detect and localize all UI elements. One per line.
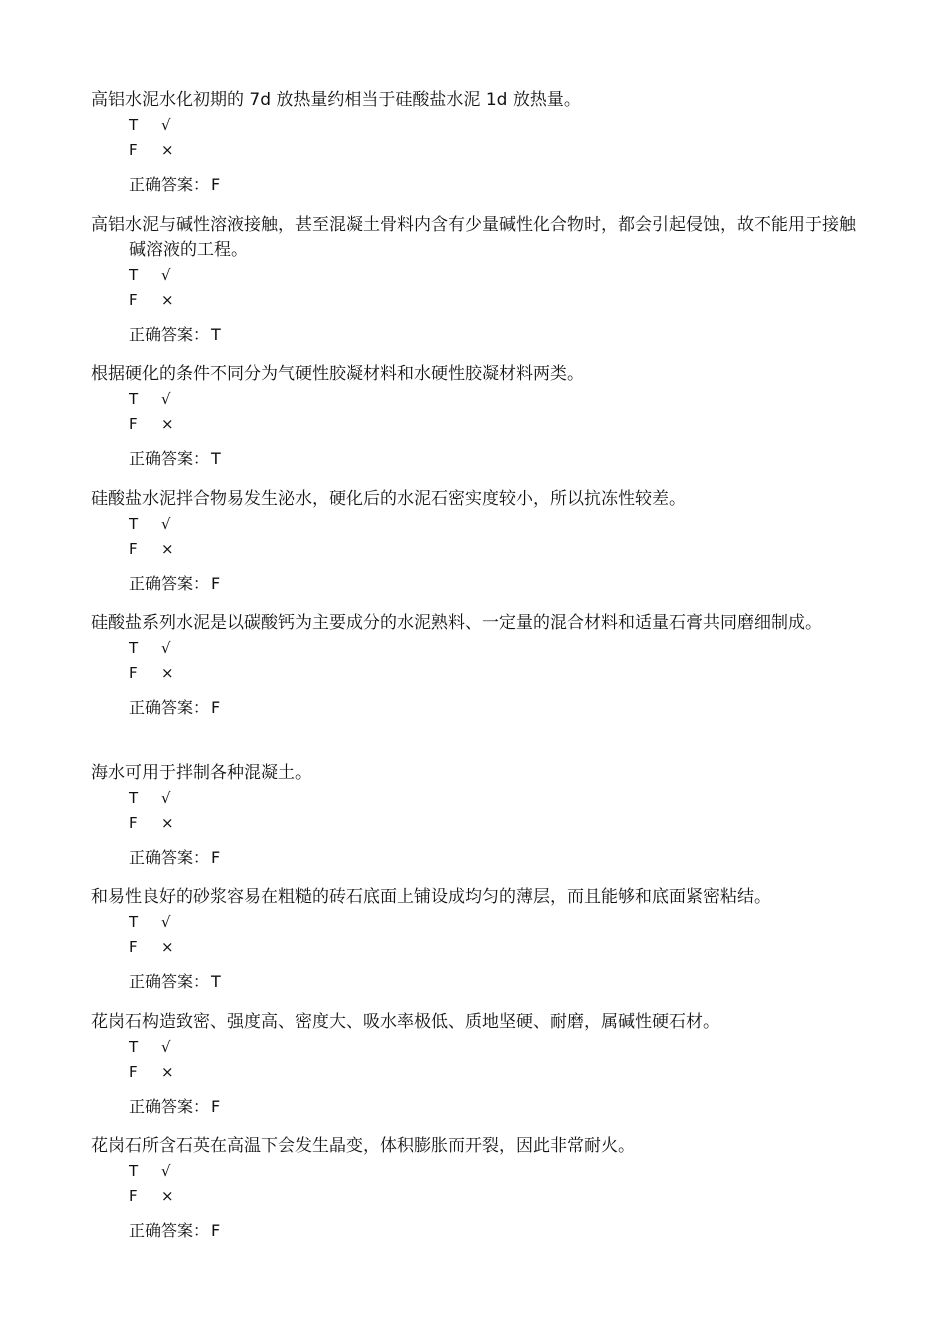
option-key: T <box>129 266 139 284</box>
correct-answer <box>129 1218 863 1243</box>
question-text: 花岗石构造致密、强度高、密度大、吸水率极低、质地坚硬、耐磨，属碱性硬石材。 <box>91 1012 720 1032</box>
answer-value: F <box>211 698 221 717</box>
cross-mark-icon: × <box>161 664 174 682</box>
option-key: T <box>129 1162 139 1180</box>
question-item <box>91 761 863 870</box>
check-mark-icon: √ <box>161 390 171 408</box>
answer-label: 正确答案： <box>129 325 210 344</box>
option-key: T <box>129 1038 139 1056</box>
answer-label: 正确答案： <box>129 1097 210 1116</box>
answer-value: F <box>211 175 221 194</box>
option-true <box>129 786 863 811</box>
option-true <box>129 910 863 935</box>
option-false <box>129 537 863 562</box>
cross-mark-icon: × <box>161 141 174 159</box>
option-key: F <box>129 814 138 832</box>
question-item <box>91 1134 863 1243</box>
option-false <box>129 138 863 163</box>
option-key: F <box>129 1187 138 1205</box>
check-mark-icon: √ <box>161 639 171 657</box>
option-key: T <box>129 639 139 657</box>
question-text: 硅酸盐系列水泥是以碳酸钙为主要成分的水泥熟料、一定量的混合材料和适量石膏共同磨细制成。 <box>91 613 822 633</box>
check-mark-icon: √ <box>161 116 171 134</box>
option-true <box>129 512 863 537</box>
answer-label: 正确答案： <box>129 698 210 717</box>
question-item <box>91 487 863 596</box>
answer-value: F <box>211 1221 221 1240</box>
option-false <box>129 1184 863 1209</box>
question-item <box>91 88 863 197</box>
option-key: F <box>129 1063 138 1081</box>
question-text: 硅酸盐水泥拌合物易发生泌水，硬化后的水泥石密实度较小，所以抗冻性较差。 <box>91 489 686 509</box>
option-false <box>129 811 863 836</box>
question-text: 海水可用于拌制各种混凝土。 <box>91 763 312 783</box>
correct-answer <box>129 695 863 720</box>
answer-label: 正确答案： <box>129 1221 210 1240</box>
answer-label: 正确答案： <box>129 175 210 194</box>
answer-label: 正确答案： <box>129 848 210 867</box>
correct-answer <box>129 1094 863 1119</box>
answer-value: T <box>211 449 221 468</box>
check-mark-icon: √ <box>161 266 171 284</box>
correct-answer <box>129 172 863 197</box>
answer-label: 正确答案： <box>129 449 210 468</box>
option-key: T <box>129 515 139 533</box>
cross-mark-icon: × <box>161 1063 174 1081</box>
answer-value: F <box>211 1097 221 1116</box>
question-item <box>91 1010 863 1119</box>
check-mark-icon: √ <box>161 789 171 807</box>
answer-label: 正确答案： <box>129 574 210 593</box>
check-mark-icon: √ <box>161 1162 171 1180</box>
check-mark-icon: √ <box>161 515 171 533</box>
answer-value: T <box>211 325 221 344</box>
cross-mark-icon: × <box>161 540 174 558</box>
option-key: T <box>129 390 139 408</box>
option-true <box>129 113 863 138</box>
answer-value: T <box>211 972 221 991</box>
cross-mark-icon: × <box>161 1187 174 1205</box>
option-key: T <box>129 913 139 931</box>
option-true <box>129 387 863 412</box>
question-text: 高铝水泥水化初期的 7d 放热量约相当于硅酸盐水泥 1d 放热量。 <box>91 90 581 110</box>
option-key: F <box>129 664 138 682</box>
cross-mark-icon: × <box>161 814 174 832</box>
cross-mark-icon: × <box>161 415 174 433</box>
option-key: F <box>129 540 138 558</box>
answer-value: F <box>211 574 221 593</box>
question-item <box>91 213 863 347</box>
check-mark-icon: √ <box>161 913 171 931</box>
check-mark-icon: √ <box>161 1038 171 1056</box>
option-key: F <box>129 141 138 159</box>
question-item <box>91 611 863 720</box>
option-true <box>129 1159 863 1184</box>
option-true <box>129 263 863 288</box>
correct-answer <box>129 571 863 596</box>
question-text: 和易性良好的砂浆容易在粗糙的砖石底面上铺设成均匀的薄层，而且能够和底面紧密粘结。 <box>91 887 771 907</box>
answer-value: F <box>211 848 221 867</box>
question-item <box>91 885 863 994</box>
question-text: 根据硬化的条件不同分为气硬性胶凝材料和水硬性胶凝材料两类。 <box>91 364 584 384</box>
question-item <box>91 362 863 471</box>
option-false <box>129 412 863 437</box>
answer-label: 正确答案： <box>129 972 210 991</box>
option-key: F <box>129 938 138 956</box>
option-key: T <box>129 116 139 134</box>
correct-answer <box>129 446 863 471</box>
cross-mark-icon: × <box>161 291 174 309</box>
correct-answer <box>129 845 863 870</box>
option-false <box>129 288 863 313</box>
option-false <box>129 661 863 686</box>
question-text: 高铝水泥与碱性溶液接触，甚至混凝土骨料内含有少量碱性化合物时，都会引起侵蚀，故不能用于接触碱溶液的工程。 <box>91 215 856 260</box>
option-true <box>129 1035 863 1060</box>
option-key: F <box>129 415 138 433</box>
option-false <box>129 935 863 960</box>
question-text: 花岗石所含石英在高温下会发生晶变，体积膨胀而开裂，因此非常耐火。 <box>91 1136 635 1156</box>
correct-answer <box>129 322 863 347</box>
option-key: F <box>129 291 138 309</box>
cross-mark-icon: × <box>161 938 174 956</box>
option-false <box>129 1060 863 1085</box>
correct-answer <box>129 969 863 994</box>
option-true <box>129 636 863 661</box>
option-key: T <box>129 789 139 807</box>
